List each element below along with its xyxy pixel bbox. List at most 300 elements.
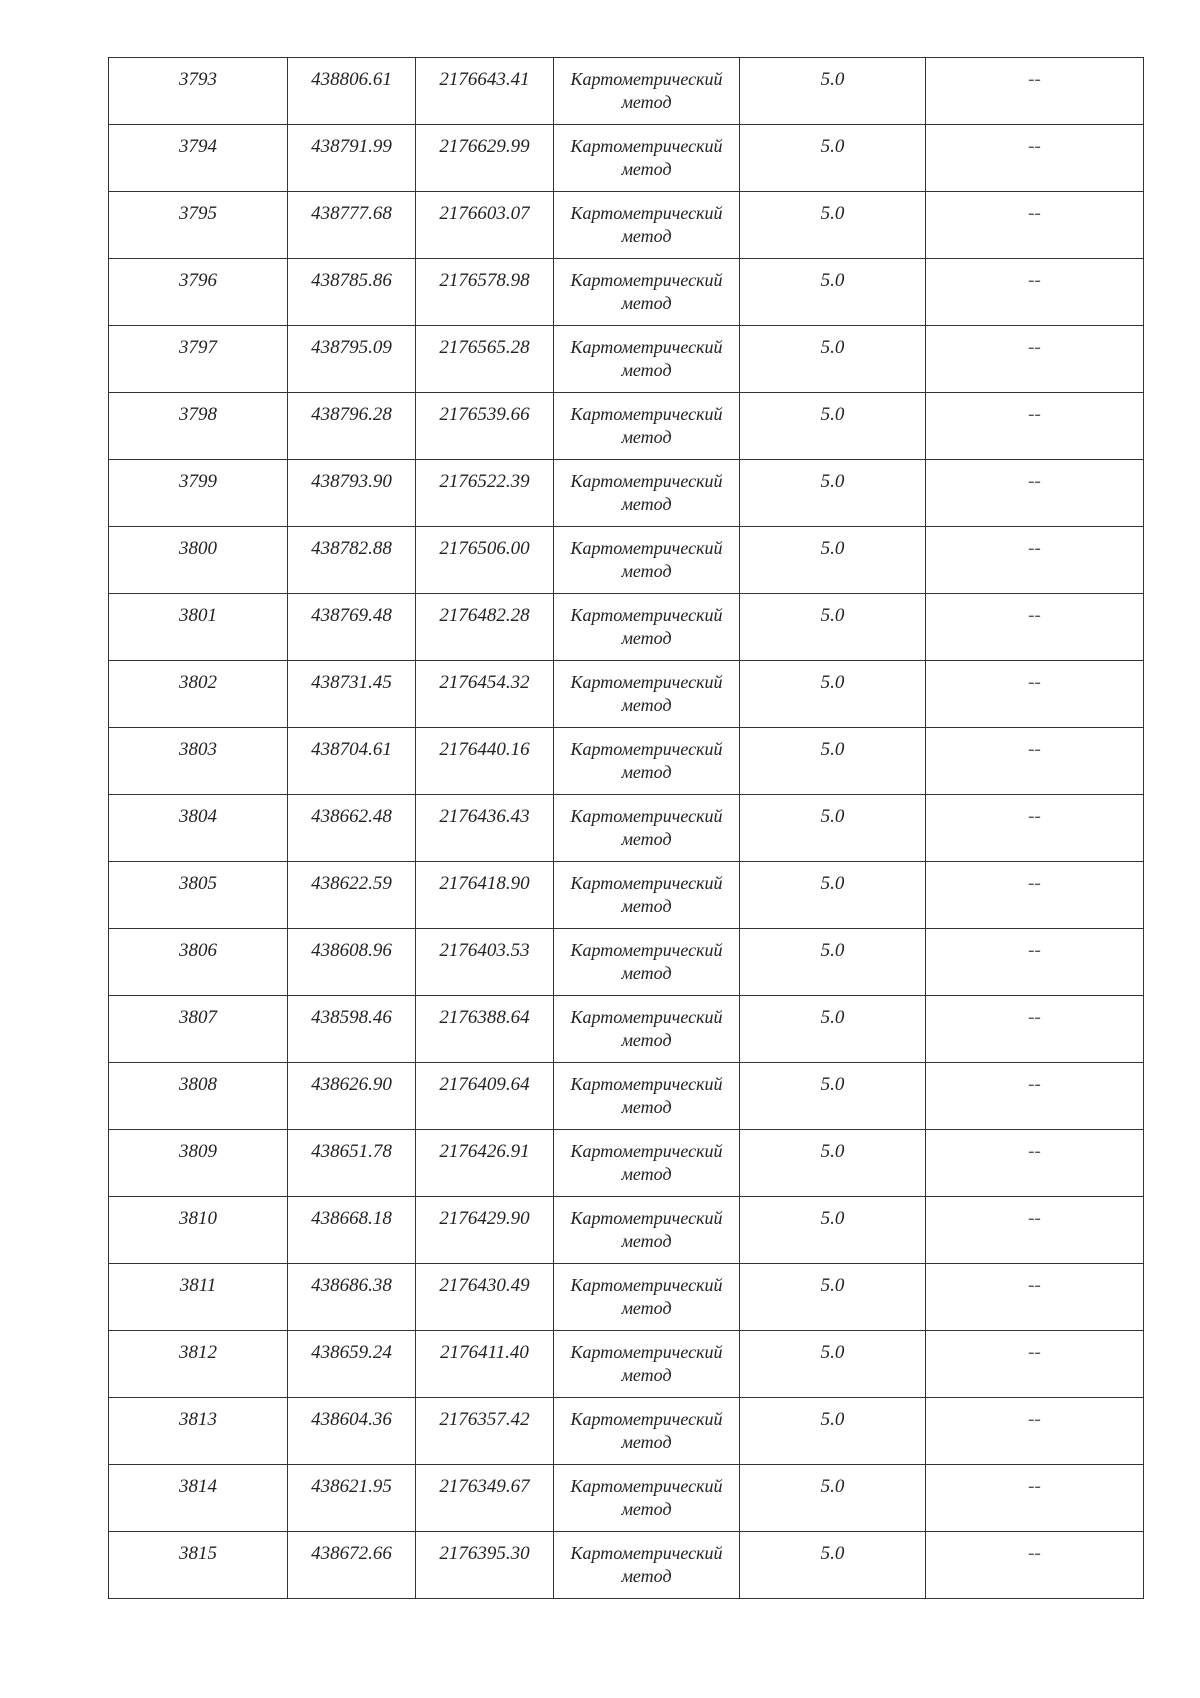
x-coordinate: 438806.61 bbox=[311, 69, 392, 90]
method-line-2: метод bbox=[621, 896, 672, 916]
extra-cell bbox=[926, 1197, 1144, 1264]
accuracy-cell bbox=[740, 728, 926, 795]
x-coordinate: 438598.46 bbox=[311, 1007, 392, 1028]
x-coordinate-cell bbox=[288, 862, 416, 929]
table-row bbox=[109, 862, 1144, 929]
accuracy-cell bbox=[740, 795, 926, 862]
accuracy-value: 5.0 bbox=[820, 873, 845, 894]
method-text bbox=[554, 1264, 739, 1320]
method-line-1: Картометрический bbox=[570, 1208, 723, 1228]
x-coordinate-cell bbox=[288, 326, 416, 393]
point-number: 3796 bbox=[179, 270, 217, 291]
extra-value: -- bbox=[1028, 873, 1041, 894]
point-number-cell bbox=[109, 661, 288, 728]
point-number-cell bbox=[109, 125, 288, 192]
point-number: 3800 bbox=[179, 538, 217, 559]
method-cell bbox=[554, 393, 740, 460]
accuracy-cell bbox=[740, 326, 926, 393]
table-row bbox=[109, 996, 1144, 1063]
y-coordinate: 2176395.30 bbox=[439, 1543, 530, 1564]
accuracy-value: 5.0 bbox=[820, 1342, 845, 1363]
accuracy-value: 5.0 bbox=[820, 404, 845, 425]
point-number: 3813 bbox=[179, 1409, 217, 1430]
y-coordinate: 2176418.90 bbox=[439, 873, 530, 894]
point-number: 3810 bbox=[179, 1208, 217, 1229]
y-coordinate: 2176454.32 bbox=[439, 672, 530, 693]
accuracy-cell bbox=[740, 1331, 926, 1398]
accuracy-value: 5.0 bbox=[820, 69, 845, 90]
y-coordinate: 2176388.64 bbox=[439, 1007, 530, 1028]
x-coordinate: 438686.38 bbox=[311, 1275, 392, 1296]
y-coordinate-cell bbox=[416, 1532, 554, 1599]
point-number-cell bbox=[109, 1465, 288, 1532]
method-line-1: Картометрический bbox=[570, 203, 723, 223]
accuracy-cell bbox=[740, 661, 926, 728]
method-line-2: метод bbox=[621, 561, 672, 581]
table-row bbox=[109, 393, 1144, 460]
extra-cell bbox=[926, 795, 1144, 862]
accuracy-value: 5.0 bbox=[820, 337, 845, 358]
y-coordinate-cell bbox=[416, 1264, 554, 1331]
extra-value: -- bbox=[1028, 471, 1041, 492]
method-line-2: метод bbox=[621, 695, 672, 715]
point-number-cell bbox=[109, 393, 288, 460]
method-text bbox=[554, 862, 739, 918]
table-row bbox=[109, 1331, 1144, 1398]
method-text bbox=[554, 527, 739, 583]
x-coordinate: 438704.61 bbox=[311, 739, 392, 760]
point-number: 3803 bbox=[179, 739, 217, 760]
point-number: 3802 bbox=[179, 672, 217, 693]
y-coordinate-cell bbox=[416, 1130, 554, 1197]
x-coordinate: 438793.90 bbox=[311, 471, 392, 492]
extra-value: -- bbox=[1028, 1007, 1041, 1028]
accuracy-cell bbox=[740, 929, 926, 996]
method-cell bbox=[554, 1264, 740, 1331]
accuracy-value: 5.0 bbox=[820, 1007, 845, 1028]
point-number: 3806 bbox=[179, 940, 217, 961]
point-number-cell bbox=[109, 58, 288, 125]
table-row bbox=[109, 58, 1144, 125]
table-row bbox=[109, 1264, 1144, 1331]
method-line-2: метод bbox=[621, 1566, 672, 1586]
table-row bbox=[109, 125, 1144, 192]
x-coordinate: 438604.36 bbox=[311, 1409, 392, 1430]
extra-value: -- bbox=[1028, 538, 1041, 559]
method-text bbox=[554, 929, 739, 985]
method-line-2: метод bbox=[621, 1164, 672, 1184]
x-coordinate: 438651.78 bbox=[311, 1141, 392, 1162]
x-coordinate: 438785.86 bbox=[311, 270, 392, 291]
point-number: 3801 bbox=[179, 605, 217, 626]
accuracy-cell bbox=[740, 1465, 926, 1532]
x-coordinate-cell bbox=[288, 1331, 416, 1398]
method-text bbox=[554, 661, 739, 717]
point-number: 3814 bbox=[179, 1476, 217, 1497]
extra-value: -- bbox=[1028, 672, 1041, 693]
coordinates-table bbox=[108, 57, 1144, 1599]
extra-value: -- bbox=[1028, 1409, 1041, 1430]
x-coordinate-cell bbox=[288, 1398, 416, 1465]
point-number: 3804 bbox=[179, 806, 217, 827]
y-coordinate: 2176429.90 bbox=[439, 1208, 530, 1229]
extra-value: -- bbox=[1028, 404, 1041, 425]
accuracy-value: 5.0 bbox=[820, 605, 845, 626]
y-coordinate-cell bbox=[416, 125, 554, 192]
point-number: 3815 bbox=[179, 1543, 217, 1564]
x-coordinate-cell bbox=[288, 460, 416, 527]
y-coordinate-cell bbox=[416, 259, 554, 326]
x-coordinate-cell bbox=[288, 192, 416, 259]
extra-cell bbox=[926, 58, 1144, 125]
y-coordinate-cell bbox=[416, 929, 554, 996]
accuracy-cell bbox=[740, 594, 926, 661]
point-number-cell bbox=[109, 594, 288, 661]
extra-cell bbox=[926, 259, 1144, 326]
y-coordinate: 2176357.42 bbox=[439, 1409, 530, 1430]
x-coordinate: 438769.48 bbox=[311, 605, 392, 626]
method-line-2: метод bbox=[621, 494, 672, 514]
x-coordinate: 438795.09 bbox=[311, 337, 392, 358]
method-text bbox=[554, 58, 739, 114]
y-coordinate-cell bbox=[416, 728, 554, 795]
y-coordinate: 2176603.07 bbox=[439, 203, 530, 224]
method-text bbox=[554, 1398, 739, 1454]
method-line-1: Картометрический bbox=[570, 1409, 723, 1429]
extra-value: -- bbox=[1028, 69, 1041, 90]
method-text bbox=[554, 795, 739, 851]
extra-value: -- bbox=[1028, 1074, 1041, 1095]
y-coordinate: 2176522.39 bbox=[439, 471, 530, 492]
y-coordinate: 2176506.00 bbox=[439, 538, 530, 559]
point-number: 3799 bbox=[179, 471, 217, 492]
method-line-1: Картометрический bbox=[570, 538, 723, 558]
y-coordinate-cell bbox=[416, 393, 554, 460]
y-coordinate-cell bbox=[416, 1197, 554, 1264]
method-cell bbox=[554, 1331, 740, 1398]
point-number: 3798 bbox=[179, 404, 217, 425]
method-line-1: Картометрический bbox=[570, 1342, 723, 1362]
method-text bbox=[554, 460, 739, 516]
y-coordinate-cell bbox=[416, 1465, 554, 1532]
y-coordinate-cell bbox=[416, 661, 554, 728]
method-cell bbox=[554, 1197, 740, 1264]
y-coordinate-cell bbox=[416, 594, 554, 661]
extra-cell bbox=[926, 929, 1144, 996]
accuracy-cell bbox=[740, 996, 926, 1063]
method-cell bbox=[554, 594, 740, 661]
method-text bbox=[554, 594, 739, 650]
table-row bbox=[109, 1063, 1144, 1130]
x-coordinate-cell bbox=[288, 393, 416, 460]
point-number-cell bbox=[109, 728, 288, 795]
accuracy-value: 5.0 bbox=[820, 1141, 845, 1162]
extra-cell bbox=[926, 393, 1144, 460]
method-text bbox=[554, 1331, 739, 1387]
method-line-2: метод bbox=[621, 1097, 672, 1117]
accuracy-cell bbox=[740, 1264, 926, 1331]
accuracy-value: 5.0 bbox=[820, 538, 845, 559]
x-coordinate-cell bbox=[288, 1063, 416, 1130]
method-text bbox=[554, 259, 739, 315]
extra-value: -- bbox=[1028, 1342, 1041, 1363]
y-coordinate-cell bbox=[416, 996, 554, 1063]
point-number: 3797 bbox=[179, 337, 217, 358]
y-coordinate-cell bbox=[416, 1331, 554, 1398]
method-cell bbox=[554, 1398, 740, 1465]
accuracy-value: 5.0 bbox=[820, 1476, 845, 1497]
method-cell bbox=[554, 125, 740, 192]
method-cell bbox=[554, 1532, 740, 1599]
method-line-1: Картометрический bbox=[570, 337, 723, 357]
extra-cell bbox=[926, 1063, 1144, 1130]
method-line-2: метод bbox=[621, 963, 672, 983]
y-coordinate: 2176565.28 bbox=[439, 337, 530, 358]
extra-cell bbox=[926, 192, 1144, 259]
accuracy-cell bbox=[740, 1130, 926, 1197]
table-row bbox=[109, 460, 1144, 527]
extra-value: -- bbox=[1028, 270, 1041, 291]
method-line-2: метод bbox=[621, 427, 672, 447]
y-coordinate-cell bbox=[416, 58, 554, 125]
x-coordinate: 438608.96 bbox=[311, 940, 392, 961]
table-row bbox=[109, 326, 1144, 393]
extra-value: -- bbox=[1028, 739, 1041, 760]
x-coordinate-cell bbox=[288, 594, 416, 661]
point-number-cell bbox=[109, 1331, 288, 1398]
table-row bbox=[109, 259, 1144, 326]
accuracy-value: 5.0 bbox=[820, 1208, 845, 1229]
method-cell bbox=[554, 728, 740, 795]
point-number-cell bbox=[109, 929, 288, 996]
accuracy-value: 5.0 bbox=[820, 136, 845, 157]
y-coordinate-cell bbox=[416, 192, 554, 259]
method-text bbox=[554, 1532, 739, 1588]
accuracy-cell bbox=[740, 125, 926, 192]
extra-value: -- bbox=[1028, 1208, 1041, 1229]
point-number: 3811 bbox=[179, 1275, 217, 1296]
point-number-cell bbox=[109, 326, 288, 393]
x-coordinate: 438659.24 bbox=[311, 1342, 392, 1363]
method-text bbox=[554, 996, 739, 1052]
y-coordinate-cell bbox=[416, 795, 554, 862]
y-coordinate: 2176643.41 bbox=[439, 69, 530, 90]
x-coordinate-cell bbox=[288, 259, 416, 326]
extra-cell bbox=[926, 1331, 1144, 1398]
x-coordinate-cell bbox=[288, 1130, 416, 1197]
extra-value: -- bbox=[1028, 940, 1041, 961]
point-number-cell bbox=[109, 1130, 288, 1197]
extra-cell bbox=[926, 661, 1144, 728]
accuracy-cell bbox=[740, 58, 926, 125]
extra-cell bbox=[926, 527, 1144, 594]
accuracy-value: 5.0 bbox=[820, 739, 845, 760]
method-line-1: Картометрический bbox=[570, 873, 723, 893]
accuracy-cell bbox=[740, 1532, 926, 1599]
y-coordinate: 2176409.64 bbox=[439, 1074, 530, 1095]
x-coordinate-cell bbox=[288, 1264, 416, 1331]
point-number-cell bbox=[109, 1398, 288, 1465]
method-line-1: Картометрический bbox=[570, 1275, 723, 1295]
x-coordinate-cell bbox=[288, 661, 416, 728]
method-line-2: метод bbox=[621, 1499, 672, 1519]
method-text bbox=[554, 1197, 739, 1253]
method-line-1: Картометрический bbox=[570, 404, 723, 424]
table-row bbox=[109, 1465, 1144, 1532]
y-coordinate-cell bbox=[416, 862, 554, 929]
x-coordinate-cell bbox=[288, 1197, 416, 1264]
x-coordinate: 438662.48 bbox=[311, 806, 392, 827]
extra-cell bbox=[926, 996, 1144, 1063]
method-line-1: Картометрический bbox=[570, 1074, 723, 1094]
method-cell bbox=[554, 58, 740, 125]
accuracy-value: 5.0 bbox=[820, 203, 845, 224]
method-line-1: Картометрический bbox=[570, 940, 723, 960]
table-row bbox=[109, 1532, 1144, 1599]
method-line-1: Картометрический bbox=[570, 605, 723, 625]
method-text bbox=[554, 1063, 739, 1119]
extra-cell bbox=[926, 460, 1144, 527]
method-line-1: Картометрический bbox=[570, 1476, 723, 1496]
method-line-1: Картометрический bbox=[570, 806, 723, 826]
y-coordinate: 2176578.98 bbox=[439, 270, 530, 291]
method-line-2: метод bbox=[621, 92, 672, 112]
x-coordinate: 438621.95 bbox=[311, 1476, 392, 1497]
point-number: 3807 bbox=[179, 1007, 217, 1028]
y-coordinate: 2176482.28 bbox=[439, 605, 530, 626]
accuracy-value: 5.0 bbox=[820, 1074, 845, 1095]
point-number-cell bbox=[109, 795, 288, 862]
method-line-1: Картометрический bbox=[570, 136, 723, 156]
accuracy-cell bbox=[740, 527, 926, 594]
method-line-2: метод bbox=[621, 762, 672, 782]
point-number: 3805 bbox=[179, 873, 217, 894]
extra-value: -- bbox=[1028, 203, 1041, 224]
method-cell bbox=[554, 929, 740, 996]
extra-value: -- bbox=[1028, 337, 1041, 358]
point-number-cell bbox=[109, 192, 288, 259]
x-coordinate: 438668.18 bbox=[311, 1208, 392, 1229]
y-coordinate-cell bbox=[416, 527, 554, 594]
point-number: 3808 bbox=[179, 1074, 217, 1095]
accuracy-cell bbox=[740, 192, 926, 259]
x-coordinate: 438731.45 bbox=[311, 672, 392, 693]
method-line-1: Картометрический bbox=[570, 1007, 723, 1027]
x-coordinate-cell bbox=[288, 1532, 416, 1599]
method-cell bbox=[554, 326, 740, 393]
point-number: 3809 bbox=[179, 1141, 217, 1162]
accuracy-value: 5.0 bbox=[820, 270, 845, 291]
table-row bbox=[109, 192, 1144, 259]
point-number-cell bbox=[109, 996, 288, 1063]
method-cell bbox=[554, 259, 740, 326]
y-coordinate: 2176349.67 bbox=[439, 1476, 530, 1497]
y-coordinate: 2176426.91 bbox=[439, 1141, 530, 1162]
y-coordinate: 2176629.99 bbox=[439, 136, 530, 157]
x-coordinate-cell bbox=[288, 795, 416, 862]
extra-cell bbox=[926, 1264, 1144, 1331]
extra-value: -- bbox=[1028, 605, 1041, 626]
method-cell bbox=[554, 996, 740, 1063]
table-row bbox=[109, 1197, 1144, 1264]
method-line-2: метод bbox=[621, 226, 672, 246]
x-coordinate-cell bbox=[288, 728, 416, 795]
y-coordinate: 2176411.40 bbox=[440, 1342, 529, 1363]
method-text bbox=[554, 1130, 739, 1186]
x-coordinate: 438777.68 bbox=[311, 203, 392, 224]
y-coordinate-cell bbox=[416, 1063, 554, 1130]
extra-value: -- bbox=[1028, 1275, 1041, 1296]
method-line-1: Картометрический bbox=[570, 1141, 723, 1161]
extra-value: -- bbox=[1028, 1141, 1041, 1162]
accuracy-cell bbox=[740, 1398, 926, 1465]
method-line-2: метод bbox=[621, 628, 672, 648]
y-coordinate-cell bbox=[416, 1398, 554, 1465]
x-coordinate-cell bbox=[288, 1465, 416, 1532]
x-coordinate: 438782.88 bbox=[311, 538, 392, 559]
accuracy-value: 5.0 bbox=[820, 1409, 845, 1430]
extra-cell bbox=[926, 1532, 1144, 1599]
accuracy-value: 5.0 bbox=[820, 806, 845, 827]
x-coordinate: 438622.59 bbox=[311, 873, 392, 894]
y-coordinate-cell bbox=[416, 460, 554, 527]
method-line-2: метод bbox=[621, 159, 672, 179]
method-line-1: Картометрический bbox=[570, 270, 723, 290]
accuracy-cell bbox=[740, 393, 926, 460]
accuracy-value: 5.0 bbox=[820, 672, 845, 693]
extra-cell bbox=[926, 1465, 1144, 1532]
extra-cell bbox=[926, 326, 1144, 393]
x-coordinate-cell bbox=[288, 125, 416, 192]
method-cell bbox=[554, 1465, 740, 1532]
method-text bbox=[554, 125, 739, 181]
accuracy-cell bbox=[740, 259, 926, 326]
point-number: 3812 bbox=[179, 1342, 217, 1363]
y-coordinate-cell bbox=[416, 326, 554, 393]
y-coordinate: 2176440.16 bbox=[439, 739, 530, 760]
table-row bbox=[109, 728, 1144, 795]
method-cell bbox=[554, 460, 740, 527]
point-number-cell bbox=[109, 460, 288, 527]
method-cell bbox=[554, 862, 740, 929]
point-number-cell bbox=[109, 259, 288, 326]
x-coordinate: 438791.99 bbox=[311, 136, 392, 157]
extra-cell bbox=[926, 594, 1144, 661]
extra-cell bbox=[926, 125, 1144, 192]
table-row bbox=[109, 795, 1144, 862]
x-coordinate-cell bbox=[288, 58, 416, 125]
method-line-2: метод bbox=[621, 1231, 672, 1251]
accuracy-cell bbox=[740, 1063, 926, 1130]
x-coordinate-cell bbox=[288, 527, 416, 594]
method-line-1: Картометрический bbox=[570, 739, 723, 759]
extra-value: -- bbox=[1028, 806, 1041, 827]
point-number-cell bbox=[109, 527, 288, 594]
extra-cell bbox=[926, 728, 1144, 795]
method-cell bbox=[554, 795, 740, 862]
method-line-1: Картометрический bbox=[570, 471, 723, 491]
method-line-2: метод bbox=[621, 360, 672, 380]
point-number-cell bbox=[109, 1197, 288, 1264]
method-text bbox=[554, 1465, 739, 1521]
method-cell bbox=[554, 661, 740, 728]
method-text bbox=[554, 393, 739, 449]
method-text bbox=[554, 728, 739, 784]
method-line-2: метод bbox=[621, 1030, 672, 1050]
method-line-2: метод bbox=[621, 293, 672, 313]
x-coordinate-cell bbox=[288, 929, 416, 996]
x-coordinate: 438672.66 bbox=[311, 1543, 392, 1564]
